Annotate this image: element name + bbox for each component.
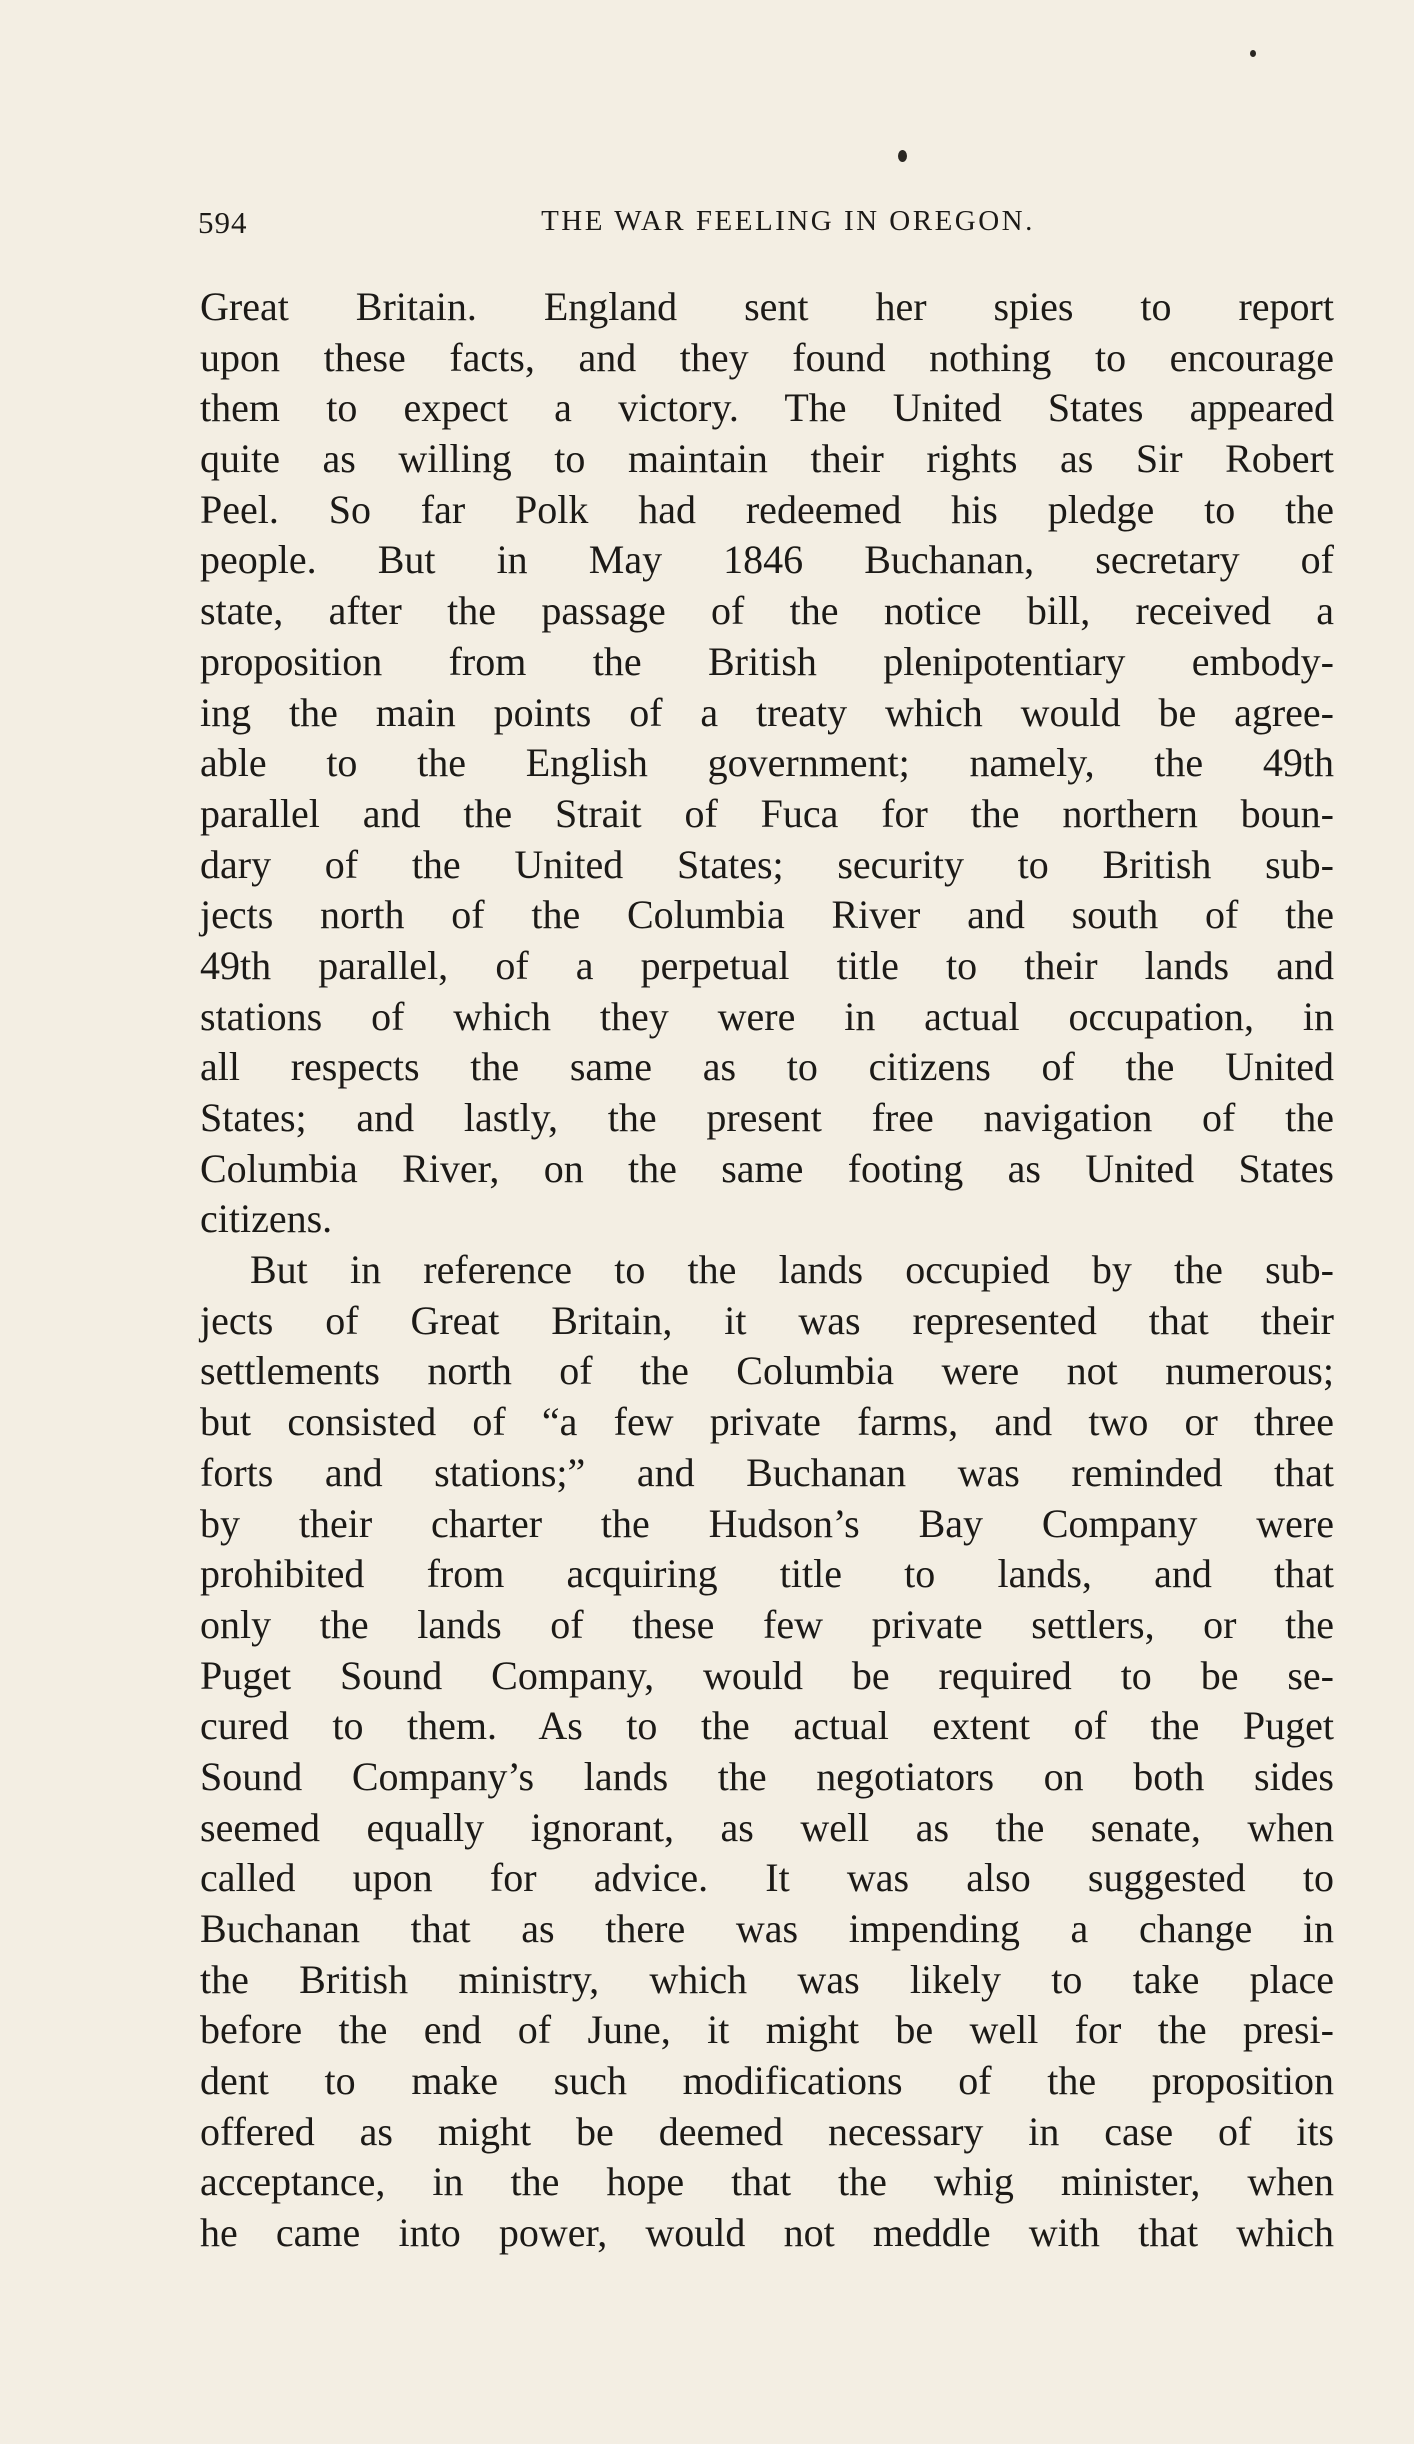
page-header <box>198 205 1338 255</box>
text-line: Buchanan that as there was impending a change in <box>200 1906 1334 1951</box>
text-line: acceptance, in the hope that the whig minister, when <box>200 2159 1334 2205</box>
text-line: Sound Company’s lands the negotiators on both sides <box>200 1753 1334 1799</box>
text-line: all respects the same as to citizens of the United <box>200 1044 1334 1090</box>
text-line: prohibited from acquiring title to lands, and that <box>200 1551 1334 1597</box>
text-line: offered as might be deemed necessary in case of its <box>200 2108 1334 2154</box>
text-line: 49th parallel, of a perpetual title to their lands and <box>200 942 1334 988</box>
text-line: jects north of the Columbia River and south of the <box>200 892 1334 938</box>
text-line: the British ministry, which was likely to take place <box>200 1956 1334 2002</box>
page-number: 594 <box>198 205 248 240</box>
text-line: parallel and the Strait of Fuca for the northern boun- <box>200 790 1334 836</box>
paragraph-1 <box>200 282 1334 1245</box>
text-line: called upon for advice. It was also suggested to <box>200 1855 1334 1901</box>
text-line: Peel. So far Polk had redeemed his pledge to the <box>200 486 1334 532</box>
text-line: ing the main points of a treaty which would be agree- <box>200 689 1334 735</box>
ink-speck <box>1250 50 1256 57</box>
text-line: citizens. <box>200 1196 333 1242</box>
body-text <box>200 282 1334 2259</box>
text-line: before the end of June, it might be well for the presi- <box>200 2007 1334 2053</box>
text-line: But in reference to the lands occupied by the sub- <box>250 1247 1334 1293</box>
text-line: by their charter the Hudson’s Bay Company were <box>200 1500 1334 1546</box>
text-line: States; and lastly, the present free navigation of the <box>200 1095 1334 1140</box>
text-line: stations of which they were in actual occupation, in <box>200 993 1334 1039</box>
text-line: dent to make such modifications of the proposition <box>200 2058 1334 2104</box>
ink-speck <box>898 150 907 162</box>
text-line: cured to them. As to the actual extent of the Puget <box>200 1703 1334 1749</box>
text-line: seemed equally ignorant, as well as the senate, when <box>200 1804 1334 1850</box>
text-line: Puget Sound Company, would be required to be se- <box>200 1652 1334 1698</box>
running-head: THE WAR FEELING IN OREGON. <box>541 205 1035 237</box>
text-line: Columbia River, on the same footing as United States <box>200 1145 1334 1191</box>
text-line: people. But in May 1846 Buchanan, secretary of <box>200 537 1334 583</box>
text-line: quite as willing to maintain their rights as Sir Robert <box>200 436 1334 482</box>
text-line: jects of Great Britain, it was represented that their <box>200 1297 1334 1343</box>
text-line: only the lands of these few private settlers, or the <box>200 1601 1334 1647</box>
text-line: able to the English government; namely, the 49th <box>200 740 1334 786</box>
text-line: them to expect a victory. The United States appeared <box>200 385 1334 431</box>
text-line: settlements north of the Columbia were not numerous; <box>200 1348 1334 1394</box>
text-line: Great Britain. England sent her spies to report <box>200 284 1334 329</box>
paragraph-2 <box>200 1245 1334 2259</box>
text-line: dary of the United States; security to British sub- <box>200 841 1334 887</box>
text-line: but consisted of “a few private farms, and two or three <box>200 1399 1334 1445</box>
text-line: state, after the passage of the notice bill, received a <box>200 588 1334 634</box>
text-line: upon these facts, and they found nothing to encourage <box>200 334 1334 380</box>
text-line: he came into power, would not meddle with that which <box>200 2210 1334 2256</box>
text-line: proposition from the British plenipotentiary embody- <box>200 638 1334 684</box>
text-line: forts and stations;” and Buchanan was reminded that <box>200 1449 1334 1495</box>
